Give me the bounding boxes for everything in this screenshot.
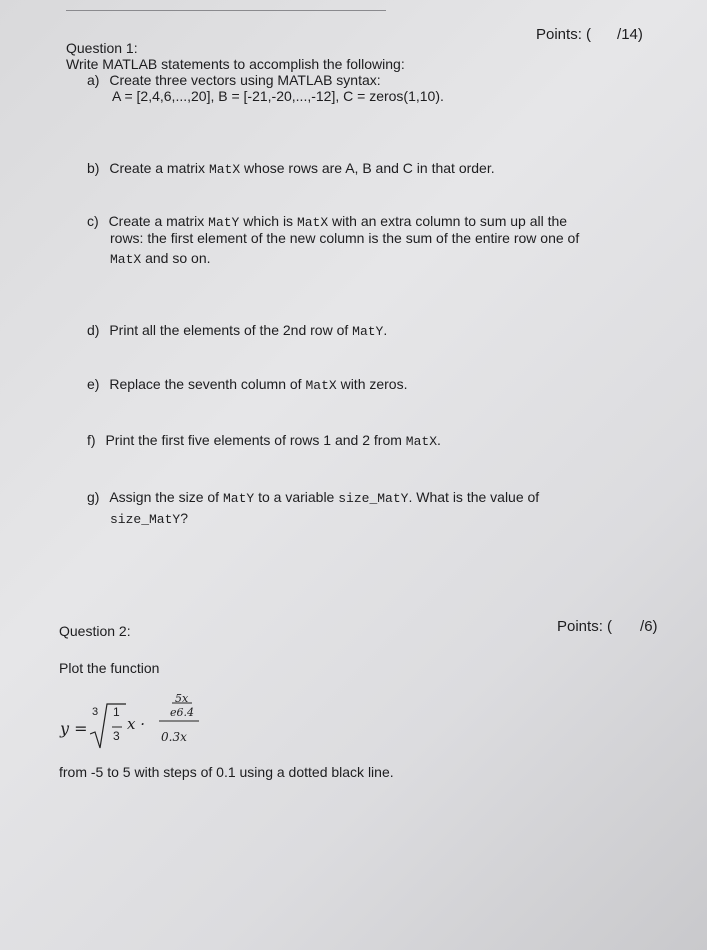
q1-g-mid: to a variable <box>254 489 339 505</box>
q1-c-code3: MatX <box>110 252 142 267</box>
top-rule <box>66 10 386 11</box>
q1-points-label: Points: ( <box>536 26 592 43</box>
formula-x: x · <box>127 715 145 733</box>
q1-d-code: MatY <box>352 324 384 339</box>
q1-b-post: whose rows are A, B and C in that order. <box>240 160 495 176</box>
formula-denominator: 0.3x <box>161 730 187 744</box>
q1-e-label: e) <box>87 376 100 392</box>
q1-part-c-line1 <box>87 213 567 231</box>
exponent-base: e6.4 <box>170 706 195 719</box>
q1-g-code2: size_MatY <box>338 491 409 506</box>
q1-c-code2: MatX <box>296 215 329 230</box>
q1-g-line2 <box>110 510 188 528</box>
root-sign <box>90 702 160 750</box>
q1-part-g-line1 <box>87 489 539 507</box>
q1-a-text: Create three vectors using MATLAB syntax: <box>109 72 381 88</box>
q1-f-pre: Print the first five elements of rows 1 and 2 from <box>105 432 406 448</box>
q1-c-pre: Create a matrix <box>108 213 209 229</box>
q1-g-pre: Assign the size of <box>109 489 223 505</box>
q1-part-b <box>87 160 495 178</box>
root-index: 3 <box>92 706 99 718</box>
q1-e-pre: Replace the seventh column of <box>109 376 306 392</box>
q1-c-line3-post: and so on. <box>141 250 211 266</box>
frac-numerator: 1 <box>113 705 120 719</box>
q1-c-code1: MatY <box>208 215 240 230</box>
q1-f-code: MatX <box>405 434 438 449</box>
q2-points <box>557 618 658 635</box>
q1-c-mid: which is <box>239 213 297 229</box>
q1-c-label: c) <box>87 213 99 229</box>
q1-f-post: . <box>437 432 441 448</box>
q1-part-d <box>87 322 387 340</box>
q1-e-post: with zeros. <box>336 376 408 392</box>
q1-d-pre: Print all the elements of the 2nd row of <box>109 322 353 338</box>
q1-intro: Write MATLAB statements to accomplish the following: <box>66 56 405 72</box>
q1-g-label: g) <box>87 489 100 505</box>
q1-g-code1: MatY <box>222 491 255 506</box>
fraction-bar <box>159 720 201 723</box>
q1-part-f <box>87 432 441 450</box>
q2-intro: Plot the function <box>59 660 160 676</box>
formula-lhs: y = <box>60 719 88 738</box>
q2-title: Question 2: <box>59 623 131 639</box>
q1-b-code: MatX <box>208 162 241 177</box>
q1-f-label: f) <box>87 432 96 448</box>
q2-formula <box>60 688 230 750</box>
q1-c-post: with an extra column to sum up all the <box>328 213 568 229</box>
q2-outro: from -5 to 5 with steps of 0.1 using a dotted black line. <box>59 764 394 780</box>
q1-a-label: a) <box>87 72 100 88</box>
exponent-top: 5x <box>175 692 189 705</box>
q1-part-e <box>87 376 408 394</box>
q1-d-label: d) <box>87 322 100 338</box>
q1-b-label: b) <box>87 160 100 176</box>
q2-points-label: Points: ( <box>557 618 613 635</box>
q1-part-a <box>87 72 381 89</box>
q1-d-post: . <box>383 322 388 338</box>
q1-g-post: . What is the value of <box>408 489 540 505</box>
q1-points <box>536 26 643 43</box>
q1-points-total: /14) <box>617 26 643 43</box>
q1-c-line2: rows: the first element of the new column is the sum of the entire row one of <box>110 230 580 246</box>
q1-b-pre: Create a matrix <box>109 160 209 176</box>
q1-c-line3 <box>110 250 211 268</box>
q1-g-code3: size_MatY <box>110 512 181 527</box>
q1-e-code: MatX <box>305 378 337 393</box>
q2-points-total: /6) <box>640 618 658 635</box>
q1-g-line2-post: ? <box>180 510 189 526</box>
frac-denominator: 3 <box>113 729 120 743</box>
q1-title: Question 1: <box>66 40 138 56</box>
q1-a-code: A = [2,4,6,...,20], B = [-21,-20,...,-12], C = zeros(1,10). <box>112 88 444 104</box>
